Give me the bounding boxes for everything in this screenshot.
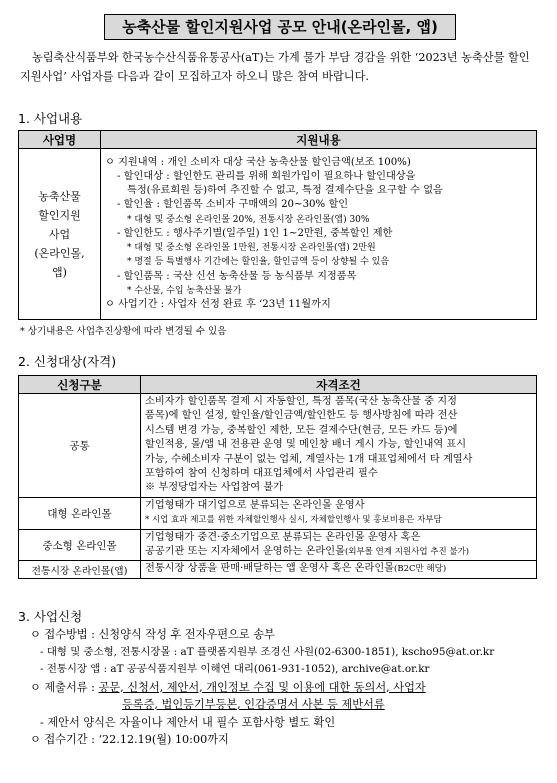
- documents-list: 등록증, 법인등기부등본, 인감증명서 사본 등 제반서류: [122, 698, 385, 711]
- condition-note: (외부몰 연계 지원사업 추진 불가): [344, 547, 470, 558]
- table-row: [19, 497, 537, 529]
- condition-cell: [141, 529, 537, 561]
- support-line: ㅇ 지원내역 : 개인 소비자 대상 국산 농축산물 할인금액(보조 100%): [105, 156, 411, 168]
- submission-method: ㅇ 접수방법 : 신청양식 작성 후 전자우편으로 송부: [30, 628, 275, 641]
- support-line: - 할인한도 : 행사주기별(일주일) 1인 1~2만원, 중복할인 제한: [117, 227, 393, 239]
- project-name-line: 할인지원: [38, 208, 81, 222]
- project-table: [18, 130, 537, 320]
- support-line: * 대형 및 중소형 온라인몰 1만원, 전통시장 온라인몰(앱) 2만원: [127, 243, 376, 254]
- support-line: - 할인품목 : 국산 신선 농축산물 등 농식품부 지정품목: [117, 270, 357, 282]
- condition-line: 포함하여 참여 신청하며 대표업체에서 사업관리 필수: [145, 468, 378, 480]
- condition-line: 소비자가 할인품목 결제 시 자동할인, 특정 품목(국산 농축산물 중 지정: [145, 396, 457, 407]
- section1-footnote: * 상기내용은 사업추진상황에 따라 변경될 수 있음: [20, 326, 227, 337]
- condition-line: 기업형태가 중견·중소기업으로 분류되는 온라인몰 운영사 혹은: [145, 531, 421, 543]
- support-line: - 할인율 : 할인품목 소비자 구매액의 20~30% 할인: [117, 199, 349, 211]
- support-line: 특정(유료회원 등)하여 추진할 수 없고, 특정 결제수단을 요구할 수 없음: [127, 185, 443, 197]
- project-name-line: (온라인몰,: [34, 246, 85, 260]
- condition-cell: [141, 561, 537, 578]
- type-market-app: 전통시장 온라인몰(앱): [19, 561, 141, 578]
- project-name-line: 사업: [48, 227, 71, 241]
- condition-cell: [141, 394, 537, 498]
- project-name-cell: [19, 149, 101, 320]
- condition-line: 공공기관 또는 지자체에서 운영하는 온라인몰: [145, 546, 345, 558]
- table-row: [19, 561, 537, 578]
- col-project-name: 사업명: [19, 131, 101, 149]
- condition-note: * 시업 효과 제고를 위한 자체할인행사 실시, 자체할인행사 및 홍보비용은 자부담: [145, 515, 442, 526]
- support-line: * 대형 및 중소형 온라인몰 20%, 전통시장 온라인몰(앱) 30%: [127, 214, 370, 225]
- type-common: 공통: [19, 394, 141, 498]
- project-name-line: 앱): [52, 265, 67, 279]
- contact-line: - 대형 및 중소형, 전통시장몰 : aT 플랫폼지원부 조경신 사원(02-6300-1851), kscho95@at.or.kr: [40, 645, 495, 658]
- col-support-content: 지원내용: [101, 131, 537, 149]
- section3-heading: 3. 사업신청: [18, 609, 83, 624]
- condition-cell: [141, 497, 537, 529]
- application-section: [22, 626, 542, 749]
- condition-line: 전통시장 상품을 판매·배달하는 앱 운영사 혹은 온라인몰: [145, 563, 395, 575]
- project-name-line: 농축산물: [38, 189, 81, 203]
- section2-heading: 2. 신청대상(자격): [18, 354, 117, 369]
- contact-line: - 전통시장 앱 : aT 공공식품지원부 이해연 대리(061-931-1052), archive@at.or.kr: [40, 663, 430, 675]
- table-row: [19, 394, 537, 498]
- support-line: ㅇ 사업기간 : 사업자 선정 완료 후 ‘23년 11월까지: [105, 298, 331, 310]
- condition-line: 가능, 수혜소비자 구분이 없는 업체, 계열사는 1개 대표업체에서 타 계열사: [145, 453, 473, 465]
- condition-line: 시스템 변경 가능, 중복할인 제한, 모든 결제수단(현금, 모든 카드 등)에: [145, 424, 458, 436]
- table-row: [19, 529, 537, 561]
- documents-list: 공문, 신청서, 제안서, 개인정보 수집 및 이용에 대한 동의서, 사업자: [98, 680, 426, 694]
- condition-line: 품목)에 할인 설정, 할인율/할인금액/할인한도 등 행사방침에 따라 전산: [145, 410, 458, 422]
- submission-period: ㅇ 접수기간 : ‘22.12.19(월) 10:00까지: [30, 733, 229, 746]
- intro-paragraph: 농림축산식품부와 한국농수산식품유통공사(aT)는 가계 물가 부담 경감을 위한 ‘2023년 농축산물 할인지원사업’ 사업자를 다음과 같이 모집하고자 하오니 많은 참여 바랍니다.: [20, 51, 530, 83]
- type-large-mall: 대형 온라인몰: [19, 497, 141, 529]
- col-qualification: 자격조건: [141, 376, 537, 394]
- condition-line: ※ 부정당업자는 사업참여 불가: [145, 482, 283, 494]
- condition-line: 기업형태가 대기업으로 분류되는 온라인몰 운영사: [145, 499, 365, 511]
- support-content-cell: [101, 149, 537, 320]
- page-title: 농축산물 할인지원사업 공모 안내(온라인몰, 앱): [104, 14, 456, 40]
- support-line: - 할인대상 : 할인한도 관리를 위해 회원가입이 필요하나 할인대상을: [117, 171, 416, 183]
- condition-note: (B2C만 해당): [394, 564, 447, 575]
- documents-label: ㅇ 제출서류 :: [30, 680, 95, 694]
- documents-note: - 제안서 양식은 자율이나 제안서 내 필수 포함사항 별도 확인: [40, 715, 336, 729]
- condition-line: 할인적용, 몰/앱 내 전용관 운영 및 메인창 배너 게시 가능, 할인내역 표시: [145, 439, 467, 451]
- eligibility-table: [18, 375, 537, 579]
- support-line: * 명절 등 특별행사 기간에는 할인율, 할인금액 등이 상향될 수 있음: [127, 257, 390, 268]
- type-small-mall: 중소형 온라인몰: [19, 529, 141, 561]
- support-line: * 수산물, 수입 농축산물 불가: [127, 285, 242, 296]
- section1-heading: 1. 사업내용: [18, 111, 83, 126]
- col-application-type: 신청구분: [19, 376, 141, 394]
